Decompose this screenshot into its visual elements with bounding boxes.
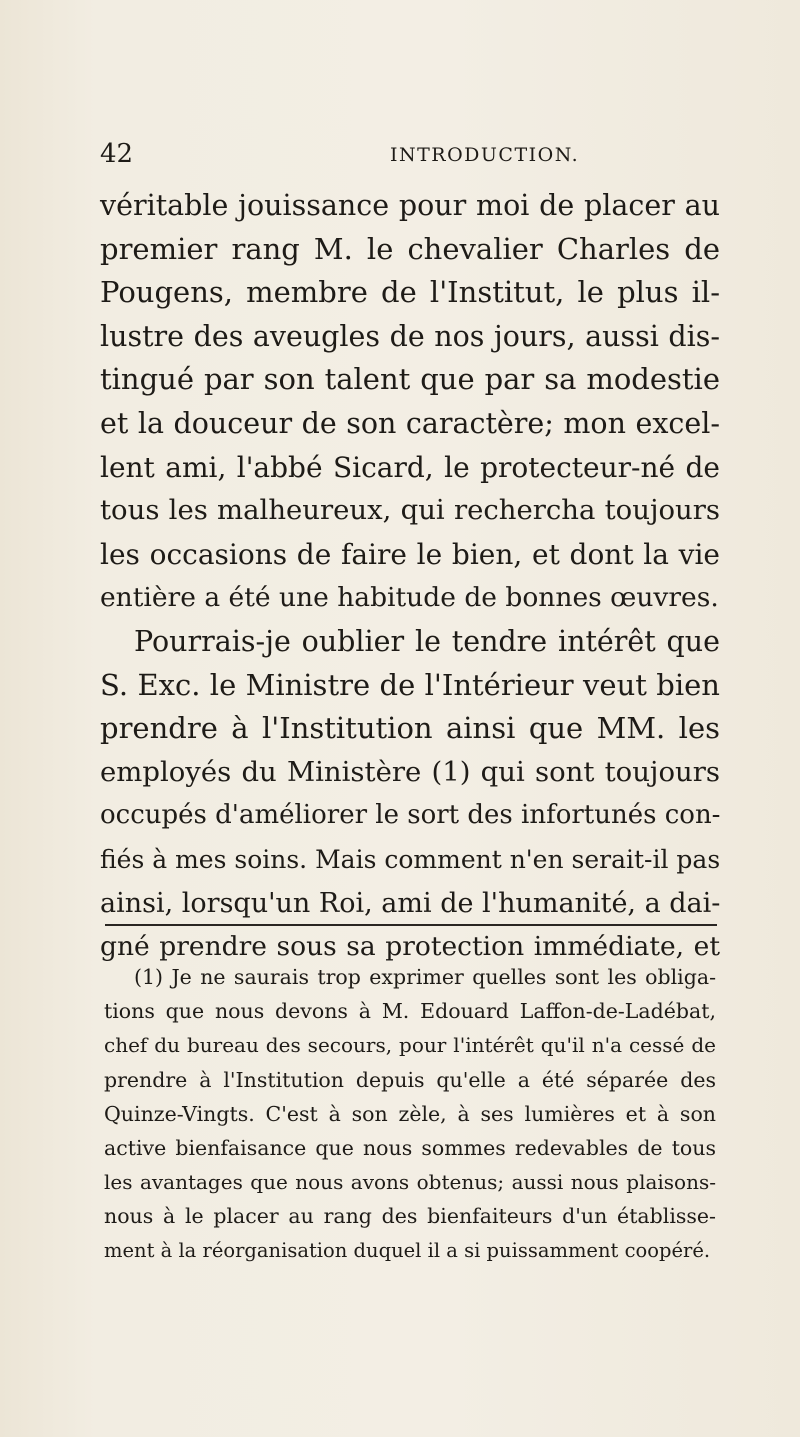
footnote-line: tions que nous devons à M. Edouard Laffon-de-Ladébat,	[104, 999, 716, 1024]
footnote-line: nous à le placer au rang des bienfaiteurs d'un établisse-	[104, 1204, 716, 1229]
body-line: les occasions de faire le bien, et dont la vie	[100, 537, 720, 571]
body-line: et la douceur de son caractère; mon excel-	[100, 406, 720, 440]
footnote-divider	[105, 924, 717, 926]
body-line: entière a été une habitude de bonnes œuvres.	[100, 582, 719, 614]
body-line: premier rang M. le chevalier Charles de	[100, 231, 720, 266]
body-line: employés du Ministère (1) qui sont toujours	[100, 755, 720, 788]
body-line: lent ami, l'abbé Sicard, le protecteur-né de	[100, 450, 720, 484]
running-title: INTRODUCTION.	[390, 144, 580, 166]
footnote-line: Quinze-Vingts. C'est à son zèle, à ses lumières et à son	[104, 1101, 716, 1126]
body-text	[100, 184, 720, 969]
footnote-line: les avantages que nous avons obtenus; aussi nous plaisons-	[104, 1170, 716, 1195]
page-number: 42	[100, 139, 134, 169]
footnote-line: prendre à l'Institution depuis qu'elle a été séparée des	[104, 1067, 716, 1092]
body-line: gné prendre sous sa protection immédiate, et	[100, 931, 720, 963]
footnote	[104, 960, 716, 1268]
footnote-line: active bienfaisance que nous sommes redevables de tous	[104, 1135, 716, 1160]
footnote-line: ment à la réorganisation duquel il a si puissamment coopéré.	[104, 1238, 711, 1262]
body-line: Pourrais-je oublier le tendre intérêt que	[134, 624, 720, 658]
body-line: ainsi, lorsqu'un Roi, ami de l'humanité, a dai-	[100, 887, 721, 919]
body-line: tous les malheureux, qui rechercha toujours	[100, 494, 720, 527]
body-line: fiés à mes soins. Mais comment n'en serait-il pas	[100, 844, 721, 874]
body-line: occupés d'améliorer le sort des infortunés con-	[100, 800, 721, 831]
body-line: lustre des aveugles de nos jours, aussi dis-	[100, 319, 720, 353]
body-line: véritable jouissance pour moi de placer au	[100, 189, 720, 222]
running-head	[100, 136, 700, 172]
body-line: Pougens, membre de l'Institut, le plus il-	[100, 275, 720, 310]
body-line: S. Exc. le Ministre de l'Intérieur veut bien	[100, 667, 720, 702]
body-line: tingué par son talent que par sa modestie	[100, 362, 720, 397]
footnote-line: chef du bureau des secours, pour l'intérêt qu'il n'a cessé de	[104, 1033, 716, 1058]
body-line: prendre à l'Institution ainsi que MM. les	[100, 711, 720, 746]
footnote-line: (1) Je ne saurais trop exprimer quelles sont les obliga-	[134, 965, 716, 989]
